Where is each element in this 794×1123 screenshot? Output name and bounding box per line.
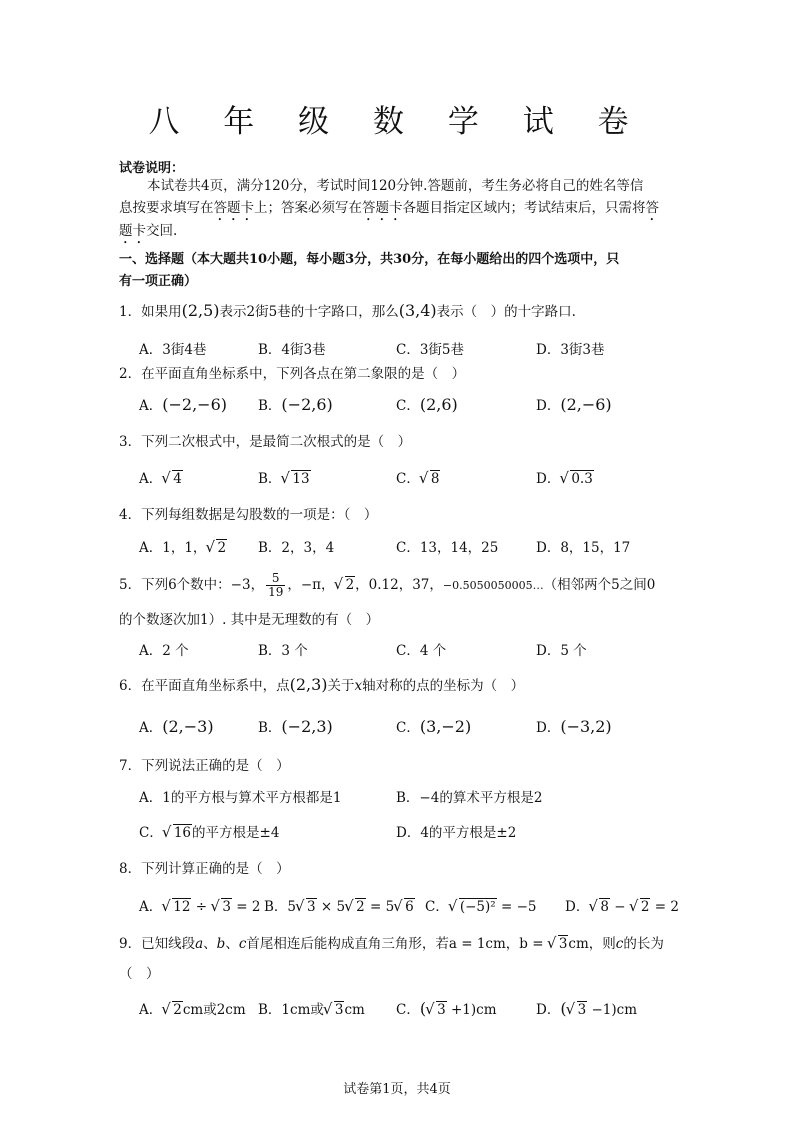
q9-option-c	[396, 998, 497, 1018]
question-1	[119, 300, 576, 320]
emphasis-text: 答题卡	[213, 200, 254, 216]
question-2: 2．在平面直角坐标系中，下列各点在第二象限的是（ ）	[119, 366, 466, 382]
sqrt	[561, 471, 593, 487]
radicand: 3	[334, 1002, 344, 1018]
option-label: A．	[139, 899, 163, 915]
text: 表示（ ）的十字路口.	[436, 304, 576, 320]
radicand: 2	[173, 1002, 182, 1018]
q6-option-a	[139, 716, 214, 736]
question-4: 4．下列每组数据是勾股数的一项是：（ ）	[119, 507, 378, 523]
radicand: 4	[173, 471, 182, 487]
q1-option-a: A．3街4巷	[139, 342, 207, 358]
radicand: 8	[600, 899, 609, 915]
text: 1cm或	[281, 1002, 324, 1018]
q7-option-a: A．1的平方根与算术平方根都是1	[139, 790, 342, 806]
sqrt	[163, 899, 191, 915]
q8-option-c	[425, 895, 537, 915]
q1-option-c: C．3街5巷	[396, 342, 465, 358]
text: 表示2街5巷的十字路口，那么	[219, 304, 399, 320]
operator: ÷	[191, 899, 212, 915]
question-8: 8．下列计算正确的是（ ）	[119, 861, 290, 877]
sqrt	[282, 471, 310, 487]
text: 1．如果用	[119, 304, 182, 320]
operator: × 5	[316, 899, 346, 915]
numerator: 5	[266, 572, 285, 586]
variable: x	[354, 678, 363, 694]
q6-option-c	[396, 716, 471, 736]
sqrt	[212, 899, 232, 915]
sqrt	[164, 825, 192, 841]
coefficient: 5	[287, 899, 297, 915]
sqrt	[395, 899, 415, 915]
q6-option-d	[536, 716, 612, 736]
sqrt	[297, 899, 317, 915]
text: （相邻两个5之间0	[543, 577, 656, 593]
coordinate: (−2,3)	[281, 717, 333, 736]
q2-option-d	[536, 394, 612, 414]
radicand: 3	[307, 899, 316, 915]
paren: (	[560, 999, 567, 1018]
question-5-line-2: 的个数逐次加1）. 其中是无理数的有（ ）	[119, 612, 380, 628]
sqrt	[427, 1002, 447, 1018]
option-label: D．	[536, 720, 561, 736]
q4-option-c: C．13，14，25	[396, 540, 499, 556]
option-label: C．	[396, 471, 420, 487]
text: ，则	[588, 936, 616, 952]
coordinate: (2,−6)	[560, 395, 612, 414]
coordinate: (3,4)	[398, 301, 437, 320]
q3-option-a	[139, 467, 183, 487]
radicand: 13	[292, 471, 310, 487]
sqrt	[421, 471, 441, 487]
question-7: 7．下列说法正确的是（ ）	[119, 758, 290, 774]
sqrt	[163, 471, 183, 487]
q5-option-a: A．2 个	[139, 643, 189, 659]
text: ，−π，	[287, 577, 335, 593]
operator: −	[609, 899, 630, 915]
radicand: 2	[217, 540, 227, 556]
question-9-line-2: （ ）	[119, 966, 160, 982]
q1-option-b: B．4街3巷	[258, 342, 326, 358]
option-label: D．	[536, 471, 561, 487]
q3-option-d	[536, 467, 594, 487]
sqrt	[631, 899, 651, 915]
option-label: A．	[139, 1002, 163, 1018]
q3-option-c	[396, 467, 440, 487]
question-6	[119, 674, 524, 694]
option-label: C．	[425, 899, 449, 915]
text: 轴对称的点的坐标为（ ）	[362, 678, 525, 694]
sqrt	[549, 936, 569, 952]
equation: a = 1cm	[448, 936, 506, 952]
coordinate: (−2,6)	[281, 395, 333, 414]
emphasis-text: 题卡	[119, 223, 146, 239]
instructions-line-3	[119, 220, 177, 247]
coordinate: (−3,2)	[560, 717, 612, 736]
q8-option-d	[565, 895, 679, 915]
instructions-line-2	[119, 197, 659, 224]
variable: c	[238, 936, 247, 952]
page-title: 八 年 级 数 学 试 卷	[148, 104, 646, 140]
text: 、	[225, 936, 239, 952]
sqrt	[207, 540, 227, 556]
text: = 2	[650, 899, 679, 915]
text: = −5	[496, 899, 537, 915]
text: 的长为	[623, 936, 664, 952]
text: 的平方根是±4	[192, 825, 280, 841]
q2-option-b	[258, 394, 333, 414]
q9-option-d	[536, 998, 637, 1018]
denominator: 19	[268, 585, 284, 599]
q8-option-b	[264, 895, 415, 915]
text: = 2	[231, 899, 261, 915]
coordinate: (−2,−6)	[162, 395, 227, 414]
option-label: B．	[258, 720, 282, 736]
variable: a	[195, 936, 204, 952]
text: 首尾相连后能构成直角三角形，若	[246, 936, 449, 952]
text: cm	[568, 936, 589, 952]
paren: (	[419, 999, 427, 1018]
option-label: B．	[258, 398, 282, 414]
text: −1)cm	[587, 1002, 637, 1018]
option-label: D．	[536, 398, 561, 414]
decimal: −0.5050050005…	[442, 579, 544, 592]
option-label: A．	[139, 720, 163, 736]
radicand: 3	[437, 1002, 446, 1018]
instructions-heading: 试卷说明：	[119, 161, 185, 176]
option-label: B．	[264, 899, 288, 915]
coordinate: (2,3)	[289, 675, 328, 694]
text: ，0.12，37，	[355, 577, 443, 593]
text: 上；答案必须写在	[254, 200, 362, 216]
page-footer: 试卷第1页，共4页	[343, 1082, 451, 1097]
option-label: C．	[139, 825, 163, 841]
question-3: 3．下列二次根式中，是最简二次根式的是（ ）	[119, 434, 412, 450]
option-label: A．	[139, 398, 163, 414]
q9-option-b	[258, 998, 365, 1018]
q8-option-a	[139, 895, 260, 915]
option-label: C．	[396, 1002, 420, 1018]
text: A．1，1，	[139, 540, 207, 556]
variable: c	[615, 936, 624, 952]
question-5	[119, 572, 655, 599]
q5-option-d: D．5 个	[536, 643, 587, 659]
radicand: 16	[173, 825, 192, 841]
text: 9．已知线段	[119, 936, 196, 952]
sqrt	[590, 899, 610, 915]
q4-option-d: D．8，15，17	[536, 540, 631, 556]
q7-option-c	[139, 821, 279, 841]
q5-option-c: C．4 个	[396, 643, 447, 659]
text: 6．在平面直角坐标系中，点	[119, 678, 290, 694]
sqrt	[163, 1002, 183, 1018]
coordinate: (2,−3)	[162, 717, 214, 736]
radicand: 6	[405, 899, 414, 915]
q4-option-b: B．2，3，4	[258, 540, 335, 556]
radicand: 0.3	[571, 471, 593, 487]
text: cm	[344, 1002, 365, 1018]
sqrt	[568, 1002, 588, 1018]
radicand: 3	[577, 1002, 587, 1018]
option-label: B．	[258, 471, 282, 487]
q9-option-a	[139, 998, 246, 1018]
text: cm或2cm	[182, 1002, 246, 1018]
instructions-line-1: 本试卷共4页，满分120分，考试时间120分钟.答题前，考生务必将自己的姓名等信	[147, 178, 644, 194]
text: 、	[203, 936, 217, 952]
text: 息按要求填写在	[119, 200, 214, 216]
q7-option-d: D．4的平方根是±2	[396, 825, 517, 841]
radicand: (−5)²	[459, 899, 496, 915]
text: = 5	[365, 899, 395, 915]
q7-option-b: B．−4的算术平方根是2	[396, 790, 543, 806]
section-heading-line-2: 有一项正确）	[119, 274, 198, 289]
q5-option-b: B．3 个	[258, 643, 308, 659]
coordinate: (3,−2)	[419, 717, 472, 736]
q2-option-c	[396, 394, 458, 414]
emphasis-text: 答	[645, 200, 659, 216]
question-9	[119, 932, 664, 952]
section-heading-line-1: 一、选择题（本大题共10小题，每小题3分，共30分，在每小题给出的四个选项中，只	[119, 252, 620, 267]
radicand: 2	[640, 899, 650, 915]
text: 各题目指定区域内；考试结束后，只需将	[402, 200, 646, 216]
q6-option-b	[258, 716, 333, 736]
option-label: D．	[536, 1002, 561, 1018]
coordinate: (2,5)	[181, 301, 220, 320]
text: 关于	[327, 678, 355, 694]
q1-option-d: D．3街3巷	[536, 342, 605, 358]
text: 交回.	[146, 223, 178, 239]
radicand: 8	[430, 471, 440, 487]
sqrt	[336, 577, 356, 593]
sqrt	[346, 899, 366, 915]
variable: b	[216, 936, 226, 952]
coordinate: (2,6)	[419, 395, 458, 414]
sqrt	[325, 1002, 345, 1018]
radicand: 3	[222, 899, 231, 915]
radicand: 12	[173, 899, 191, 915]
equation: b =	[519, 936, 548, 952]
text: +1)cm	[446, 1002, 497, 1018]
q3-option-b	[258, 467, 311, 487]
q2-option-a	[139, 394, 227, 414]
option-label: C．	[396, 720, 420, 736]
radicand: 2	[356, 899, 365, 915]
q4-option-a	[139, 536, 227, 556]
option-label: B．	[258, 1002, 282, 1018]
text: 5．下列6个数中：−3，	[119, 577, 265, 593]
radicand: 3	[558, 936, 568, 952]
text: ，	[505, 936, 520, 952]
option-label: C．	[396, 398, 420, 414]
sqrt	[450, 899, 497, 915]
option-label: D．	[565, 899, 590, 915]
option-label: A．	[139, 471, 163, 487]
fraction	[266, 572, 285, 599]
radicand: 2	[345, 577, 355, 593]
emphasis-text: 答题卡	[362, 200, 403, 216]
